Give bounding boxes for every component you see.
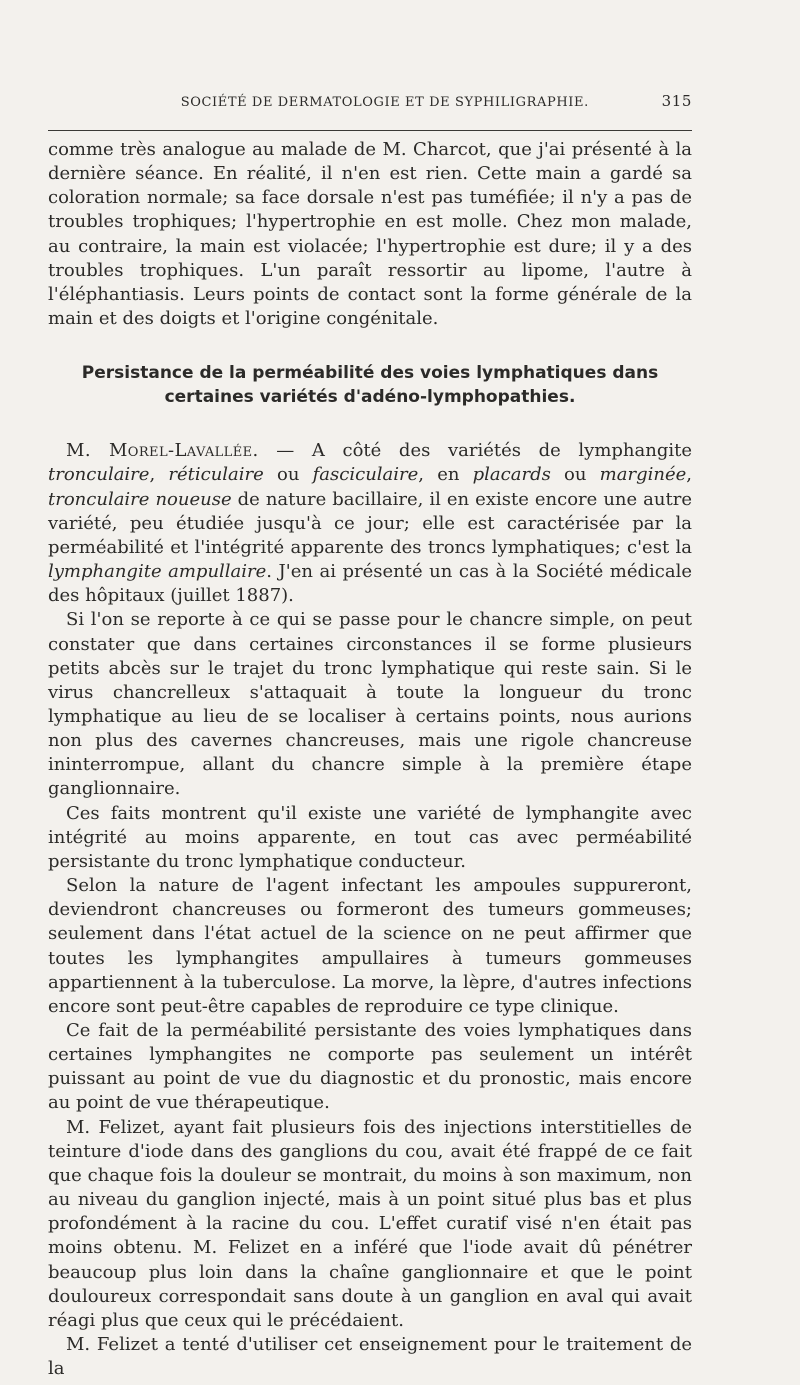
text-run: . J'en ai présenté un cas à la Société médicale des hôpitaux (juillet 1887). xyxy=(48,561,692,607)
page-number: 315 xyxy=(661,92,692,110)
running-title: SOCIÉTÉ DE DERMATOLOGIE ET DE SYPHILIGRAPHIE. xyxy=(180,95,589,110)
italic-term: réticulaire xyxy=(168,464,264,486)
text-run: de nature bacillaire, il en existe encore une autre variété, peu étudiée jusqu'à ce jour; elle est caractérisée par la perméabilité et l'intégrité apparente des troncs lymphatiques; c'est la xyxy=(48,488,692,558)
header-rule xyxy=(48,130,692,131)
text-run: ou xyxy=(550,464,600,486)
italic-term: lymphangite ampullaire xyxy=(48,561,267,583)
italic-term: tronculaire noueuse xyxy=(48,488,232,510)
continuation-paragraph: comme très analogue au malade de M. Charcot, que j'ai présenté à la dernière séance. En réalité, il n'en est rien. Cette main a gardé sa coloration normale; sa face dorsale n'est pas tuméfiée; il n'y a pas de troubles trophiques; l'hypertrophie en est molle. Chez mon malade, au contraire, la main est violacée; l'hypertrophie est dure; il y a des troubles trophiques. L'un paraît ressortir au lipome, l'autre à l'éléphantiasis. Leurs points de contact sont la forme générale de la main et des doigts et l'origine congénitale. xyxy=(48,139,692,330)
running-header xyxy=(48,92,692,110)
paragraph: M. Felizet a tenté d'utiliser cet enseignement pour le traitement de la xyxy=(48,1334,692,1380)
section-heading: Persistance de la perméabilité des voies lymphatiques dans certaines variétés d'adéno-lymphopathies. xyxy=(81,363,659,408)
text-run: — A côté des variétés de lymphangite xyxy=(258,440,693,462)
speaker-name: M. Morel-Lavallée. xyxy=(66,440,259,462)
italic-term: tronculaire xyxy=(48,464,150,486)
text-run: , xyxy=(149,464,169,486)
italic-term: fasciculaire xyxy=(312,464,419,486)
text-run: , xyxy=(686,464,692,486)
paragraph: Ces faits montrent qu'il existe une variété de lymphangite avec intégrité au moins apparente, en tout cas avec perméabilité persistante du tronc lymphatique conducteur. xyxy=(48,802,692,872)
paragraph-intro xyxy=(48,439,692,608)
paragraph: Ce fait de la perméabilité persistante des voies lymphatiques dans certaines lymphangites ne comporte pas seulement un intérêt puissant au point de vue du diagnostic et du pronostic, mais encore au point de vue thérapeutique. xyxy=(48,1020,692,1114)
text-run: ou xyxy=(263,464,313,486)
paragraph: Selon la nature de l'agent infectant les ampoules suppureront, deviendront chancreuses ou formeront des tumeurs gommeuses; seulement dans l'état actuel de la science on ne peut affirmer que toutes les lymphangites ampullaires à tumeurs gommeuses appartiennent à la tuberculose. La morve, la lèpre, d'autres infections encore sont peut-être capables de reproduire ce type clinique. xyxy=(48,875,692,1017)
italic-term: marginée xyxy=(599,464,687,486)
page-body xyxy=(48,138,692,1381)
paragraph: M. Felizet, ayant fait plusieurs fois des injections interstitielles de teinture d'iode dans des ganglions du cou, avait été frappé de ce fait que chaque fois la douleur se montrait, du moins à son maximum, non au niveau du ganglion injecté, mais à un point situé plus bas et plus profondément à la racine du cou. L'effet curatif visé n'en était pas moins obtenu. M. Felizet en a inféré que l'iode avait dû pénétrer beaucoup plus loin dans la chaîne ganglionnaire et que le point douloureux correspondait sans doute à un ganglion en aval qui avait réagi plus que ceux qui le précédaient. xyxy=(48,1116,692,1331)
paragraph: Si l'on se reporte à ce qui se passe pour le chancre simple, on peut constater que dans certaines circonstances il se forme plusieurs petits abcès sur le trajet du tronc lymphatique qui reste sain. Si le virus chancrelleux s'attaquait à toute la longueur du tronc lymphatique au lieu de se localiser à certains points, nous aurions non plus des cavernes chancreuses, mais une rigole chancreuse ininterrompue, allant du chancre simple à la première étape ganglionnaire. xyxy=(48,609,692,800)
text-run: , en xyxy=(418,464,473,486)
italic-term: placards xyxy=(472,464,551,486)
